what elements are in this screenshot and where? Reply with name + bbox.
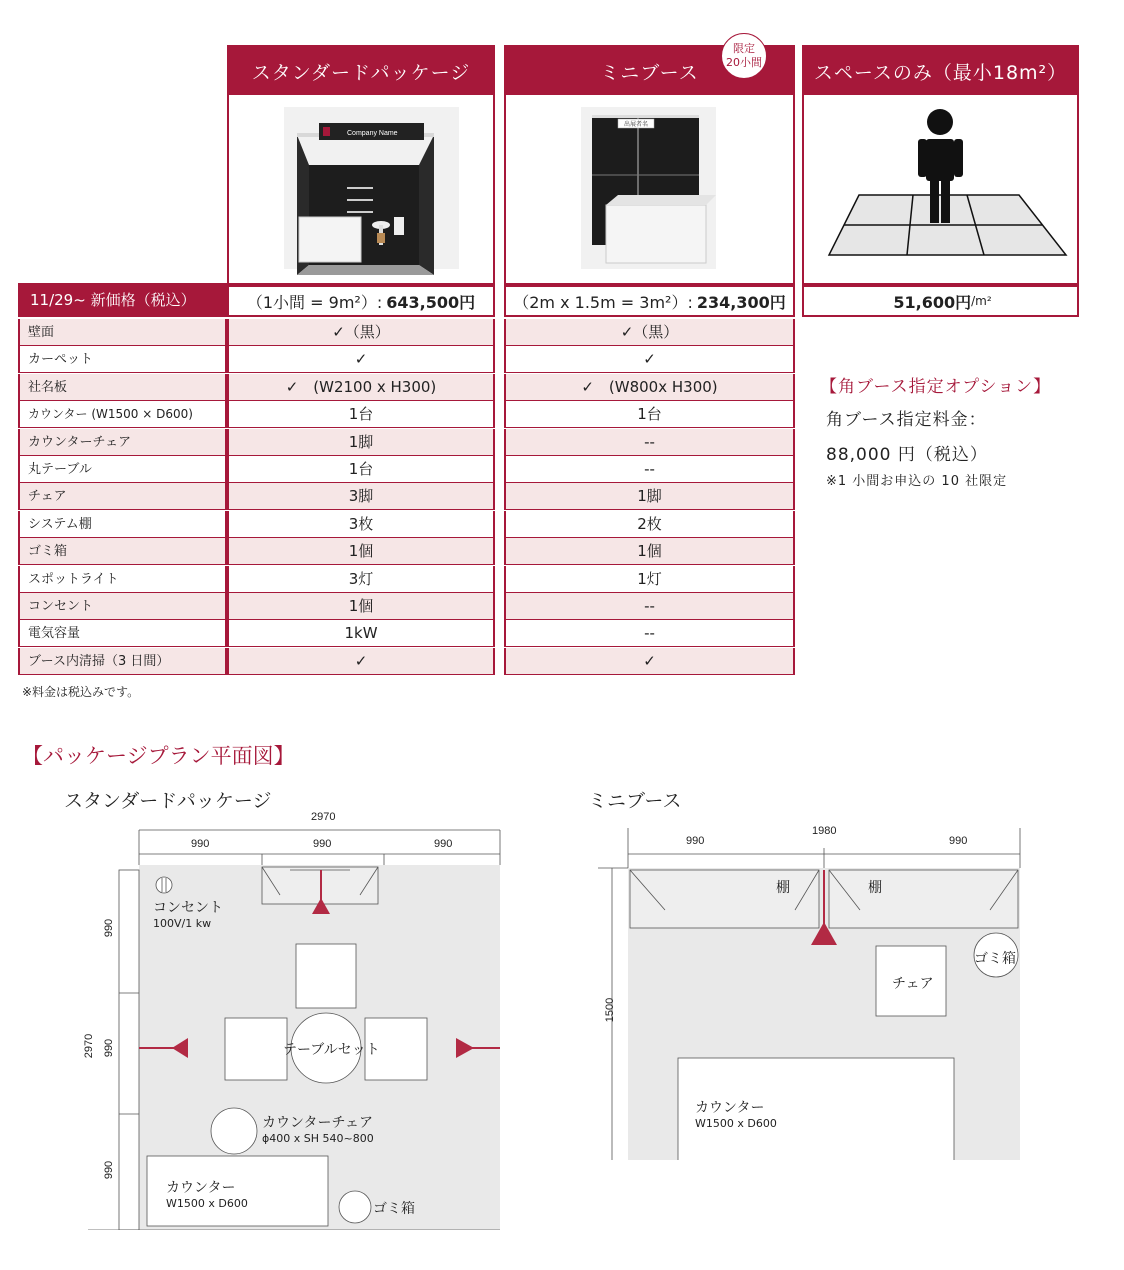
row-label: ゴミ箱	[18, 538, 227, 565]
std-trash-label: ゴミ箱	[373, 1201, 415, 1217]
space-only-card	[802, 45, 1079, 285]
std-dim-side-total: 2970	[83, 1033, 96, 1059]
table-row	[18, 566, 795, 593]
row-label: カーペット	[18, 346, 227, 373]
row-label: 丸テーブル	[18, 456, 227, 483]
row-label: カウンターチェア	[18, 429, 227, 456]
row-label: スポットライト	[18, 566, 227, 593]
std-dim-c: 990	[434, 838, 453, 850]
standard-price-value: 643,500円	[386, 292, 476, 312]
corner-option-title: 【角ブース指定オプション】	[820, 377, 1052, 397]
table-row	[18, 648, 795, 675]
standard-price	[227, 285, 495, 317]
mini-value-cell: 2枚	[504, 511, 795, 538]
standard-value-cell: 3脚	[227, 483, 495, 510]
mini-floor-plan	[590, 820, 1030, 1160]
standard-value-cell: 1脚	[227, 429, 495, 456]
standard-package-card	[227, 45, 495, 285]
standard-booth-image	[229, 95, 493, 283]
mini-sign-text: 出展者名	[624, 121, 649, 128]
mini-booth-image	[506, 95, 793, 283]
std-dim-side-a: 990	[103, 918, 116, 938]
row-label: 壁面	[18, 319, 227, 346]
standard-value-cell: ✓ (W2100 x H300)	[227, 374, 495, 401]
standard-value-cell: ✓	[227, 648, 495, 675]
space-price-value: 51,600円	[893, 292, 972, 312]
standard-value-cell: 1台	[227, 401, 495, 428]
mini-price-value: 234,300円	[696, 292, 786, 312]
mini-value-cell: --	[504, 620, 795, 647]
mini-counter-spec: W1500 x D600	[695, 1117, 777, 1130]
space-only-title: スペースのみ（最小18m²）	[804, 47, 1077, 95]
standard-value-cell: 1kW	[227, 620, 495, 647]
mini-booth-card	[504, 45, 795, 285]
mini-value-cell: ✓ (W800x H300)	[504, 374, 795, 401]
price-header-label: 11/29~ 新価格（税込）	[18, 283, 227, 317]
mini-value-cell: --	[504, 456, 795, 483]
standard-value-cell: 1個	[227, 538, 495, 565]
plans-title: 【パッケージプラン平面図】	[22, 744, 295, 768]
mini-value-cell: --	[504, 593, 795, 620]
std-counter-spec: W1500 x D600	[166, 1197, 248, 1210]
mini-value-cell: ✓	[504, 346, 795, 373]
mini-price-desc: （2m x 1.5m = 3m²）:	[513, 292, 693, 312]
limited-badge	[721, 33, 767, 79]
table-row	[18, 511, 795, 538]
standard-value-cell: 3枚	[227, 511, 495, 538]
mini-dim-b: 990	[949, 835, 968, 847]
standard-plan-title: スタンダードパッケージ	[64, 790, 272, 812]
mini-value-cell: 1灯	[504, 566, 795, 593]
standard-price-desc: （1小間 = 9m²）:	[246, 292, 383, 312]
mini-dim-total: 1980	[812, 825, 837, 837]
mini-shelf2-label: 棚	[868, 880, 882, 896]
row-label: 社名板	[18, 374, 227, 401]
table-row	[18, 319, 795, 346]
standard-sign-text: Company Name	[347, 130, 398, 137]
std-dim-a: 990	[191, 838, 210, 850]
standard-value-cell: 1台	[227, 456, 495, 483]
space-price-unit: /m²	[971, 294, 992, 308]
row-label: 電気容量	[18, 620, 227, 647]
standard-package-title: スタンダードパッケージ	[229, 47, 493, 95]
std-dim-side-c: 990	[103, 1160, 116, 1180]
std-counter-chair-spec: ϕ400 x SH 540~800	[262, 1132, 374, 1145]
mini-dim-a: 990	[686, 835, 705, 847]
table-row	[18, 456, 795, 483]
std-table-set-label: テーブルセット	[283, 1042, 380, 1058]
table-row	[18, 538, 795, 565]
std-dim-side-b: 990	[103, 1038, 116, 1058]
table-row	[18, 593, 795, 620]
tax-note: ※料金は税込みです。	[22, 685, 140, 699]
mini-value-cell: ✓	[504, 648, 795, 675]
table-row	[18, 374, 795, 401]
std-dim-b: 990	[313, 838, 332, 850]
space-only-illustration	[804, 95, 1077, 285]
row-label: コンセント	[18, 593, 227, 620]
mini-booth-title: ミニブース	[506, 47, 793, 95]
standard-value-cell: ✓（黒）	[227, 319, 495, 346]
std-counter-label: カウンター	[166, 1180, 236, 1196]
std-counter-chair-label: カウンターチェア	[262, 1115, 374, 1131]
mini-value-cell: ✓（黒）	[504, 319, 795, 346]
mini-plan-title: ミニブース	[588, 790, 682, 812]
table-row	[18, 483, 795, 510]
std-outlet-label: コンセント	[153, 900, 223, 916]
space-price	[802, 285, 1079, 317]
mini-booth-illustration	[506, 95, 793, 285]
table-row	[18, 346, 795, 373]
mini-chair-label: チェア	[892, 976, 934, 992]
standard-booth-illustration	[229, 95, 493, 285]
mini-price	[504, 285, 795, 317]
standard-value-cell: ✓	[227, 346, 495, 373]
std-dim-total: 2970	[311, 811, 336, 823]
table-row	[18, 401, 795, 428]
mini-value-cell: 1台	[504, 401, 795, 428]
row-label: カウンター (W1500 × D600)	[18, 401, 227, 428]
standard-value-cell: 1個	[227, 593, 495, 620]
mini-dim-side: 1500	[604, 997, 617, 1023]
mini-shelf1-label: 棚	[776, 880, 790, 896]
mini-value-cell: --	[504, 429, 795, 456]
table-row	[18, 620, 795, 647]
limited-badge-line2: 20小間	[726, 56, 762, 69]
table-row	[18, 429, 795, 456]
standard-floor-plan	[0, 810, 520, 1230]
mini-counter-label: カウンター	[695, 1100, 765, 1116]
mini-value-cell: 1個	[504, 538, 795, 565]
corner-option-line2: 88,000 円（税込）	[826, 445, 988, 465]
mini-value-cell: 1脚	[504, 483, 795, 510]
space-only-image	[804, 95, 1077, 283]
limited-badge-line1: 限定	[733, 42, 755, 55]
row-label: システム棚	[18, 511, 227, 538]
std-outlet-spec: 100V/1 kw	[153, 917, 212, 930]
row-label: チェア	[18, 483, 227, 510]
corner-option-note: ※1 小間お申込の 10 社限定	[826, 474, 1008, 489]
mini-trash-label: ゴミ箱	[974, 951, 1016, 967]
row-label: ブース内清掃（3 日間）	[18, 648, 227, 675]
standard-value-cell: 3灯	[227, 566, 495, 593]
corner-option-line1: 角ブース指定料金：	[826, 410, 987, 430]
